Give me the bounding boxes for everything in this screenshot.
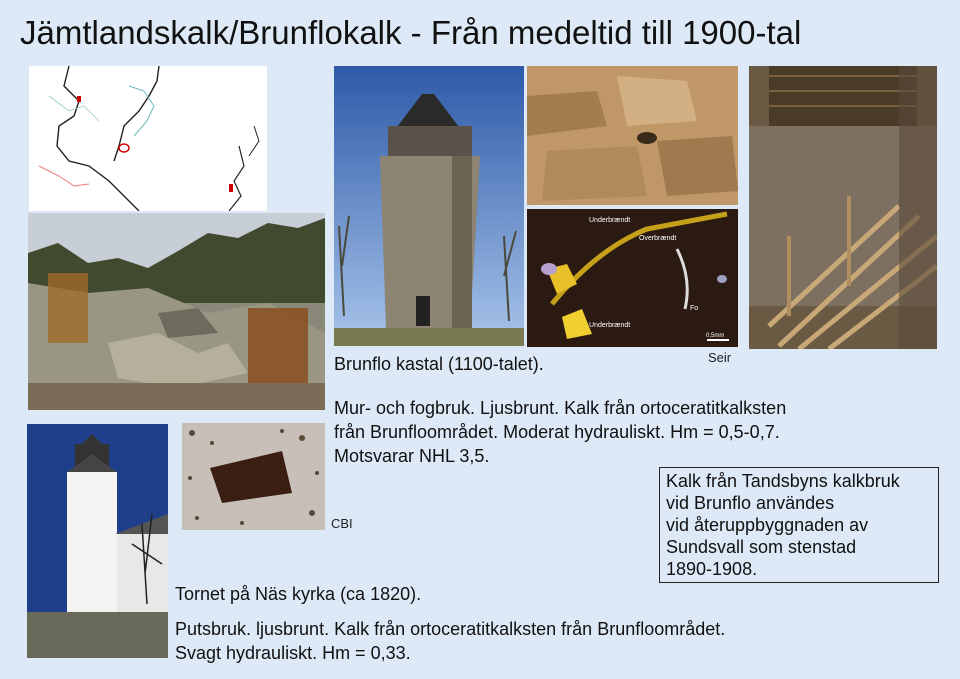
quarry-photo: [28, 213, 325, 410]
tandsbyn-line: vid återuppbyggnaden av: [666, 515, 869, 535]
thin-section-photo: [182, 423, 325, 530]
plaster-caption-line2: Svagt hydrauliskt. Hm = 0,33.: [175, 643, 411, 663]
tandsbyn-info-box: [659, 467, 939, 583]
tandsbyn-line: vid Brunflo användes: [666, 493, 835, 513]
nas-caption: Tornet på Näs kyrka (ca 1820).: [175, 584, 422, 604]
castle-photo: [334, 66, 524, 346]
wall-texture-photo: [527, 66, 738, 205]
page-title: Jämtlandskalk/Brunflokalk - Från medeltid till 1900-tal: [20, 14, 802, 51]
micro-label-fo: Fo: [690, 305, 699, 312]
mortar-caption-line2: från Brunfloområdet. Moderat hydrauliskt. Hm = 0,5-0,7.: [334, 422, 780, 442]
church-photo: [27, 424, 168, 658]
micrograph-photo: [527, 209, 738, 347]
tandsbyn-line: 1890-1908.: [666, 559, 758, 579]
mortar-caption-line1: Mur- och fogbruk. Ljusbrunt. Kalk från ortoceratitkalksten: [334, 398, 787, 418]
plaster-caption-line1: Putsbruk. ljusbrunt. Kalk från ortoceratitkalksten från Brunfloområdet.: [175, 619, 726, 639]
map-image: [29, 66, 267, 211]
interior-photo: [749, 66, 937, 349]
seir-credit: Seir: [708, 350, 732, 365]
micro-label-overbraendt: Overbrændt: [639, 235, 677, 242]
micro-label-underbraendt-top: Underbrændt: [589, 217, 631, 224]
mortar-caption-line3: Motsvarar NHL 3,5.: [334, 446, 490, 466]
micro-label-underbraendt-bottom: Underbrændt: [589, 322, 631, 329]
cbi-credit: CBI: [331, 516, 353, 531]
micro-label-scale: 0,5mm: [706, 333, 725, 339]
castle-caption: Brunflo kastal (1100-talet).: [334, 354, 544, 374]
tandsbyn-line: Sundsvall som stenstad: [666, 537, 857, 557]
tandsbyn-line: Kalk från Tandsbyns kalkbruk: [666, 471, 900, 491]
